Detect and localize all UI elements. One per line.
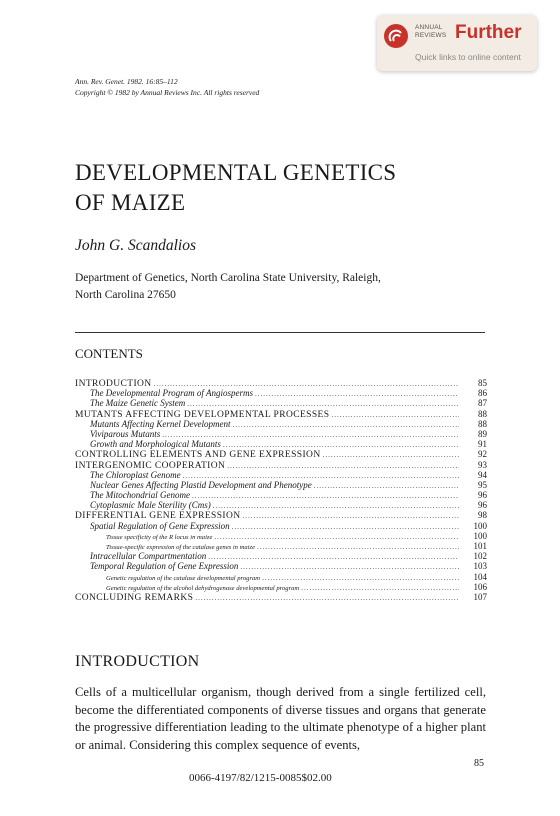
toc-entry-page: 93 [478, 459, 487, 470]
toc-entry-title: The Mitochondrial Genome [90, 490, 190, 501]
toc-entry-title: The Chloroplast Genome [90, 469, 181, 480]
toc-leader-dots [233, 421, 459, 429]
toc-entry[interactable] [75, 572, 487, 582]
toc-entry-page: 102 [473, 551, 487, 562]
toc-entry-page: 106 [473, 581, 487, 592]
toc-entry[interactable] [75, 419, 487, 429]
toc-leader-dots [183, 472, 459, 480]
toc-entry[interactable] [75, 551, 487, 561]
toc-entry-page: 98 [478, 510, 487, 521]
toc-entry[interactable] [75, 378, 487, 388]
toc-leader-dots [314, 482, 459, 490]
toc-leader-dots [257, 543, 459, 551]
toc-leader-dots [232, 523, 459, 531]
page-number: 85 [474, 758, 484, 769]
toc-leader-dots [223, 441, 459, 449]
toc-leader-dots [154, 380, 459, 388]
copyright-line: Copyright © 1982 by Annual Reviews Inc. All rights reserved [75, 88, 260, 97]
toc-entry[interactable] [75, 449, 487, 459]
toc-leader-dots [323, 451, 459, 459]
toc-entry-title: INTRODUCTION [75, 379, 152, 389]
article-title [75, 158, 396, 218]
toc-entry-title: Growth and Morphological Mutants [90, 439, 221, 450]
toc-entry-page: 101 [473, 541, 487, 551]
footer-code: 0066-4197/82/1215-0085$02.00 [189, 772, 332, 784]
toc-entry[interactable] [75, 429, 487, 439]
toc-leader-dots [213, 502, 459, 510]
toc-entry[interactable] [75, 480, 487, 490]
toc-entry-title: INTERGENOMIC COOPERATION [75, 460, 226, 470]
toc-entry-page: 85 [478, 378, 487, 388]
toc-entry[interactable] [75, 470, 487, 480]
toc-entry[interactable] [75, 500, 487, 510]
toc-entry-title: Tissue specificity of the R locus in maize [106, 533, 213, 541]
introduction-paragraph: Cells of a multicellular organism, though derived from a single fertilized cell, become the differentiated components of diverse tissues and organs that generate the progressive differentiation leading to the ultimate phenotype of a higher plant or animal. Considering this complex sequence of events, [75, 685, 486, 752]
toc-entry-title: Viviparous Mutants [90, 428, 161, 439]
toc-entry[interactable] [75, 521, 487, 531]
toc-entry[interactable] [75, 531, 487, 541]
toc-entry-title: Cytoplasmic Male Sterility (Cms) [90, 500, 211, 511]
toc-entry-title: Intracellular Compartmentation [90, 551, 207, 562]
toc-entry-page: 96 [478, 490, 487, 501]
toc-entry[interactable] [75, 490, 487, 500]
toc-leader-dots [331, 411, 459, 419]
toc-entry-title: Mutants Affecting Kernel Development [90, 418, 231, 429]
introduction-heading: INTRODUCTION [75, 653, 200, 670]
toc-entry[interactable] [75, 541, 487, 551]
toc-entry-title: Temporal Regulation of Gene Expression [90, 561, 239, 572]
toc-entry-page: 94 [478, 469, 487, 480]
annual-reviews-logo-icon [384, 24, 408, 48]
toc-entry[interactable] [75, 388, 487, 398]
toc-entry-title: CONTROLLING ELEMENTS AND GENE EXPRESSION [75, 450, 321, 460]
table-of-contents [75, 378, 487, 602]
toc-entry-title: The Developmental Program of Angiosperms [90, 388, 253, 399]
toc-leader-dots [162, 431, 459, 439]
affiliation-line-1: Department of Genetics, North Carolina State University, Raleigh, [75, 272, 381, 284]
toc-entry-page: 87 [478, 398, 487, 409]
toc-entry-title: MUTANTS AFFECTING DEVELOPMENTAL PROCESSES [75, 409, 330, 419]
horizontal-rule [75, 332, 485, 333]
title-line-2: OF MAIZE [75, 190, 186, 215]
toc-entry-page: 107 [473, 591, 487, 602]
toc-entry-page: 100 [473, 530, 487, 541]
affiliation [75, 270, 381, 304]
toc-entry[interactable] [75, 398, 487, 408]
toc-entry-title: Genetic regulation of the catalase developmental program [106, 574, 261, 582]
annual-reviews-brand [415, 24, 446, 40]
further-link[interactable]: Further [455, 22, 522, 43]
toc-entry-page: 88 [478, 408, 487, 419]
toc-entry-title: Tissue-specific expression of the catalase genes in maize [106, 544, 256, 551]
quick-links-text[interactable]: Quick links to online content [415, 52, 521, 62]
toc-leader-dots [240, 563, 459, 571]
affiliation-line-2: North Carolina 27650 [75, 289, 176, 301]
toc-entry-title: CONCLUDING REMARKS [75, 592, 194, 603]
toc-leader-dots [214, 533, 459, 541]
toc-entry-page: 92 [478, 449, 487, 460]
toc-entry-title: Nuclear Genes Affecting Plastid Development and Phenotype [90, 479, 312, 490]
toc-entry-title: DIFFERENTIAL GENE EXPRESSION [75, 511, 241, 521]
author-name: John G. Scandalios [75, 237, 196, 254]
toc-entry-page: 88 [478, 418, 487, 429]
toc-entry-page: 103 [473, 561, 487, 572]
toc-entry-page: 86 [478, 388, 487, 399]
toc-entry-page: 89 [478, 428, 487, 439]
brand-line-1: ANNUAL [415, 24, 443, 31]
toc-entry-page: 95 [478, 479, 487, 490]
toc-leader-dots [255, 390, 459, 398]
toc-entry[interactable] [75, 561, 487, 571]
toc-leader-dots [195, 594, 459, 602]
further-badge[interactable] [377, 15, 537, 71]
toc-leader-dots [208, 553, 459, 561]
toc-leader-dots [227, 462, 459, 470]
toc-entry[interactable] [75, 460, 487, 470]
toc-entry[interactable] [75, 510, 487, 520]
toc-entry[interactable] [75, 409, 487, 419]
citation-line: Ann. Rev. Genet. 1982. 16:85–112 [75, 77, 178, 86]
toc-leader-dots [301, 584, 459, 592]
journal-citation [75, 76, 259, 98]
toc-entry[interactable] [75, 582, 487, 592]
toc-entry-title: The Maize Genetic System [90, 398, 186, 409]
toc-entry[interactable] [75, 439, 487, 449]
brand-line-2: REVIEWS [415, 32, 447, 39]
toc-leader-dots [243, 512, 460, 520]
contents-heading: CONTENTS [75, 346, 143, 361]
toc-entry-page: 100 [473, 520, 487, 531]
toc-leader-dots [192, 492, 459, 500]
toc-entry-page: 91 [478, 439, 487, 450]
toc-entry-page: 104 [473, 571, 487, 582]
toc-leader-dots [187, 400, 459, 408]
toc-entry[interactable] [75, 592, 487, 602]
toc-leader-dots [262, 574, 459, 582]
toc-entry-title: Genetic regulation of the alcohol dehydrogenase developmental program [106, 584, 300, 592]
title-line-1: DEVELOPMENTAL GENETICS [75, 160, 397, 185]
toc-entry-page: 96 [478, 500, 487, 511]
toc-entry-title: Spatial Regulation of Gene Expression [90, 520, 230, 531]
